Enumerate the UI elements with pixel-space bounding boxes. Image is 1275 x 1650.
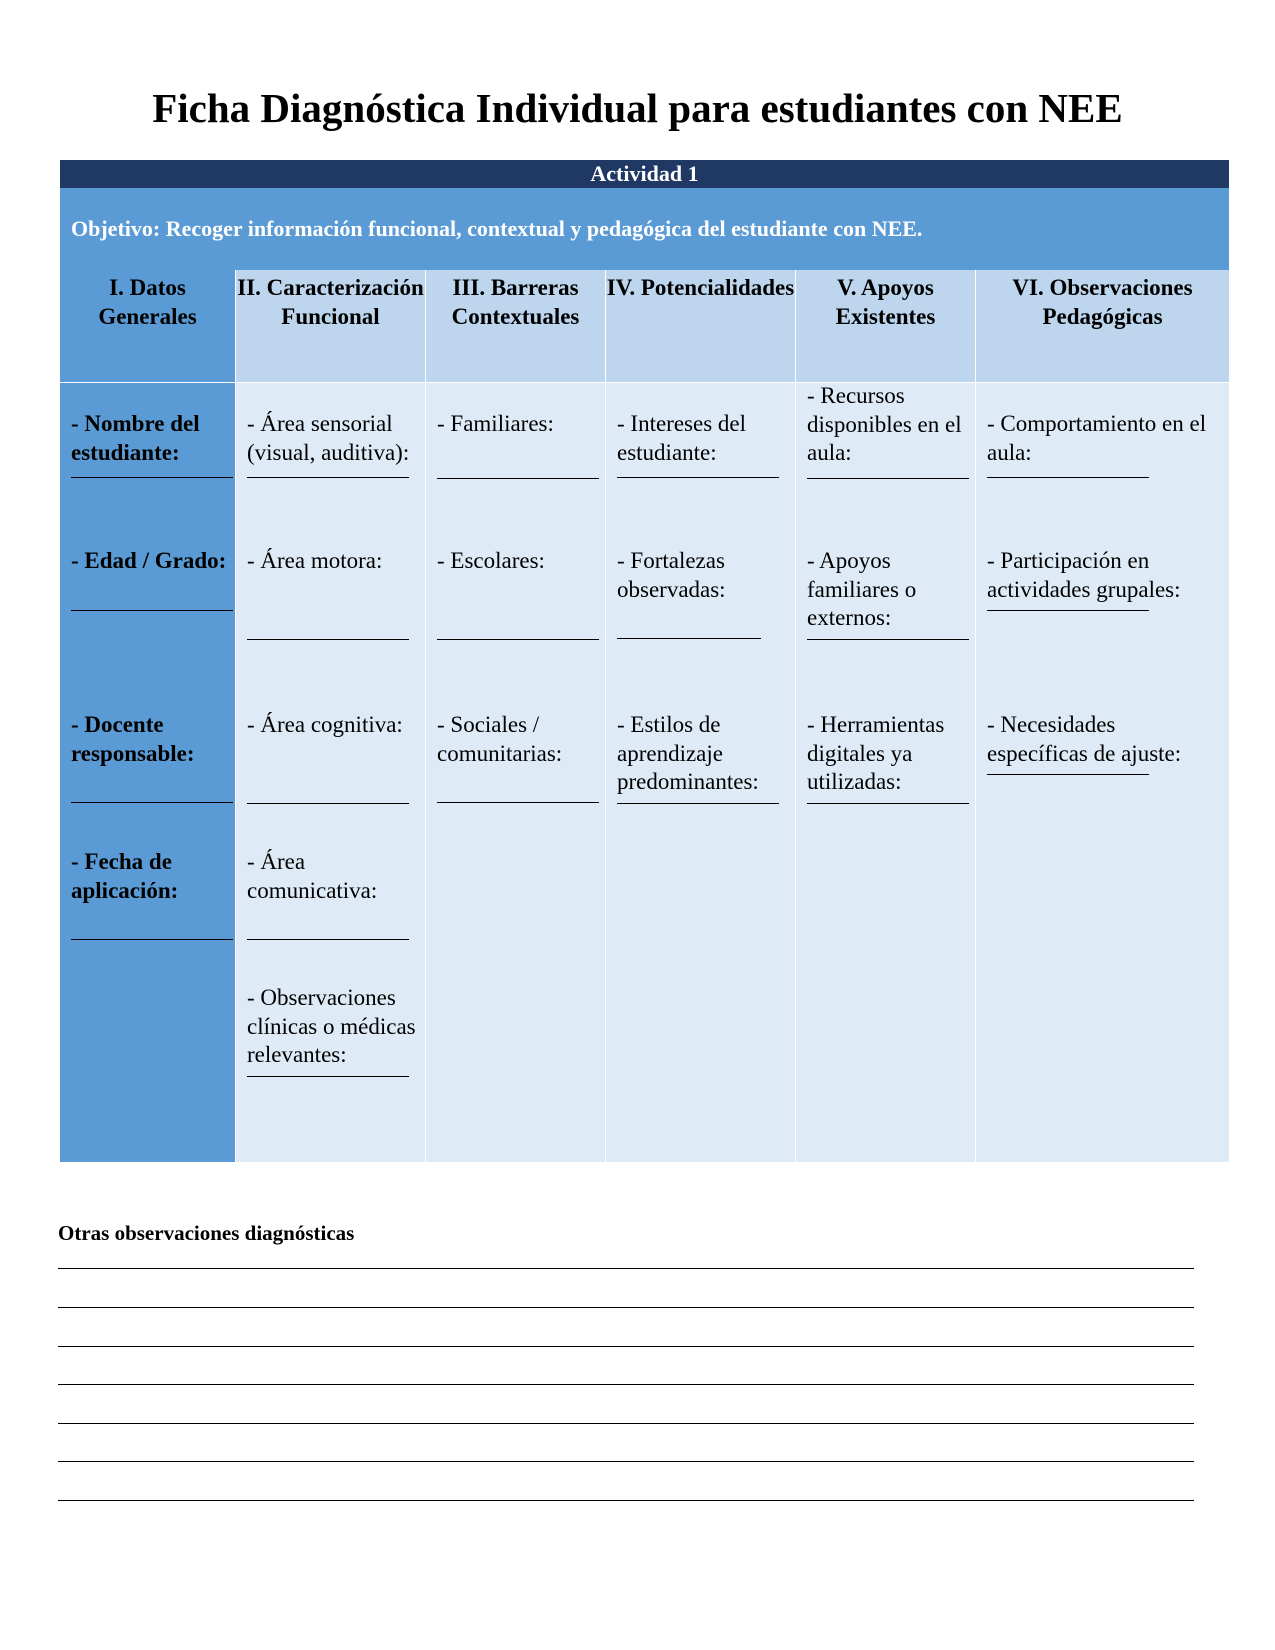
- field-label: - Área motora:: [247, 548, 383, 573]
- field-label: - Nombre del estudiante:: [71, 411, 200, 465]
- column-pedagogical-observations: [975, 270, 1229, 1162]
- field-group-participation[interactable]: [987, 547, 1221, 611]
- blank-line[interactable]: [617, 477, 779, 478]
- blank-line[interactable]: [437, 478, 599, 479]
- other-observations-heading: Otras observaciones diagnósticas: [58, 1221, 355, 1245]
- field-label: - Área cognitiva:: [247, 712, 403, 737]
- column-header: V. Apoyos Existentes: [796, 270, 975, 383]
- field-communicative-area[interactable]: [247, 848, 417, 940]
- field-learning-styles[interactable]: [617, 711, 787, 804]
- column-header: VI. Observaciones Pedagógicas: [976, 270, 1229, 383]
- column-header: IV. Potencialidades: [606, 270, 795, 383]
- field-label: - Recursos disponibles en el aula:: [807, 383, 962, 465]
- blank-line[interactable]: [247, 939, 409, 940]
- field-label: - Escolares:: [437, 548, 545, 573]
- field-label: - Área sensorial (visual, auditiva):: [247, 411, 410, 465]
- blank-line[interactable]: [71, 802, 233, 803]
- column-header: III. Barreras Contextuales: [426, 270, 605, 383]
- table-grid: [60, 270, 1229, 1162]
- field-label: - Fortalezas observadas:: [617, 548, 726, 602]
- blank-line[interactable]: [247, 803, 409, 804]
- field-application-date[interactable]: [71, 848, 227, 940]
- writing-line[interactable]: [58, 1268, 1194, 1269]
- field-label: - Estilos de aprendizaje predominantes:: [617, 712, 759, 794]
- field-label: - Familiares:: [437, 411, 554, 436]
- blank-line[interactable]: [807, 803, 969, 804]
- field-label: - Necesidades específicas de ajuste:: [987, 712, 1182, 766]
- blank-line[interactable]: [987, 774, 1149, 775]
- objective-band: [60, 188, 1229, 270]
- field-classroom-resources[interactable]: [807, 382, 967, 479]
- column-header: II. Caracterización Funcional: [236, 270, 425, 383]
- blank-line[interactable]: [987, 610, 1149, 611]
- column-functional-characterization: [235, 270, 425, 1162]
- field-label: - Participación en actividades grupales:: [987, 548, 1181, 602]
- field-adjustment-needs[interactable]: [987, 711, 1221, 775]
- field-student-name[interactable]: [71, 410, 227, 478]
- writing-line[interactable]: [58, 1384, 1194, 1385]
- field-label: - Apoyos familiares o externos:: [807, 548, 917, 630]
- field-teacher[interactable]: [71, 711, 227, 803]
- blank-line[interactable]: [617, 638, 761, 639]
- field-label: - Herramientas digitales ya utilizadas:: [807, 712, 945, 794]
- column-potentialities: [605, 270, 795, 1162]
- diagnostic-table: [60, 160, 1229, 1162]
- column-existing-supports: [795, 270, 975, 1162]
- blank-line[interactable]: [247, 1076, 409, 1077]
- blank-line[interactable]: [437, 802, 599, 803]
- field-label: - Área comunicativa:: [247, 849, 378, 903]
- objective-text: Objetivo: Recoger información funcional, contextual y pedagógica del estudiante con NEE.: [71, 216, 923, 241]
- field-student-interests[interactable]: [617, 410, 787, 478]
- field-clinical-observations[interactable]: [247, 984, 417, 1077]
- field-classroom-behavior[interactable]: [987, 410, 1221, 478]
- field-label: - Edad / Grado:: [71, 548, 227, 573]
- blank-line[interactable]: [617, 803, 779, 804]
- writing-line[interactable]: [58, 1346, 1194, 1347]
- writing-line[interactable]: [58, 1461, 1194, 1462]
- blank-line[interactable]: [807, 478, 969, 479]
- field-motor-area[interactable]: [247, 547, 417, 640]
- field-sensory-area[interactable]: [247, 410, 417, 478]
- blank-line[interactable]: [71, 939, 233, 940]
- writing-line[interactable]: [58, 1423, 1194, 1424]
- blank-line[interactable]: [71, 610, 233, 611]
- field-label: - Observaciones clínicas o médicas relevantes:: [247, 985, 416, 1067]
- field-digital-tools[interactable]: [807, 711, 967, 804]
- blank-line[interactable]: [807, 639, 969, 640]
- activity-band: Actividad 1: [60, 160, 1229, 188]
- blank-line[interactable]: [247, 639, 409, 640]
- blank-line[interactable]: [247, 477, 409, 478]
- field-label: - Comportamiento en el aula:: [987, 411, 1207, 465]
- field-cognitive-area[interactable]: [247, 711, 417, 804]
- blank-line[interactable]: [71, 477, 233, 478]
- blank-line[interactable]: [437, 639, 599, 640]
- column-contextual-barriers: [425, 270, 605, 1162]
- field-label: - Fecha de aplicación:: [71, 849, 179, 903]
- field-label: - Docente responsable:: [71, 712, 195, 766]
- field-family-external-supports[interactable]: [807, 547, 967, 640]
- blank-line[interactable]: [987, 477, 1149, 478]
- field-label: - Sociales / comunitarias:: [437, 712, 563, 766]
- writing-line[interactable]: [58, 1307, 1194, 1308]
- field-strengths[interactable]: [617, 547, 787, 639]
- field-social-barriers[interactable]: [437, 711, 597, 803]
- field-family-barriers[interactable]: [437, 410, 597, 479]
- field-school-barriers[interactable]: [437, 547, 597, 640]
- column-general-data: [60, 270, 235, 1162]
- field-age-grade[interactable]: [71, 547, 227, 611]
- page-title: Ficha Diagnóstica Individual para estudiantes con NEE: [152, 85, 1123, 131]
- field-label: - Intereses del estudiante:: [617, 411, 746, 465]
- column-header: I. Datos Generales: [60, 270, 235, 383]
- writing-line[interactable]: [58, 1500, 1194, 1501]
